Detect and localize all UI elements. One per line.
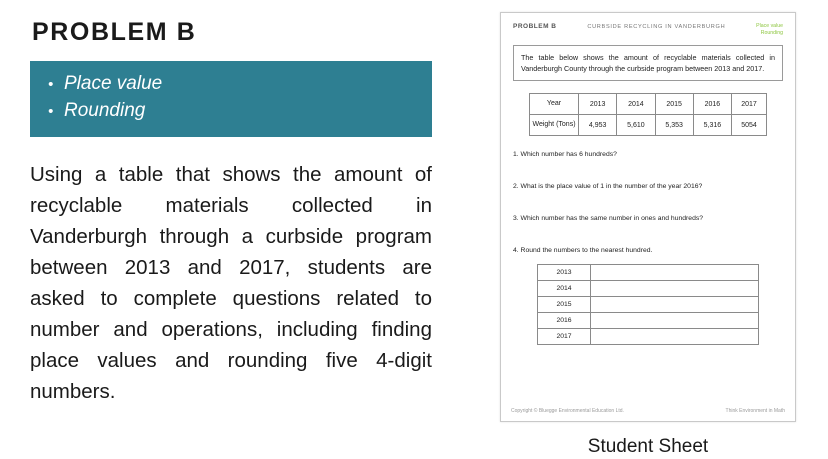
bullet-icon: • — [48, 76, 54, 93]
table-cell: 5,353 — [655, 115, 693, 136]
table-row-header: Year — [530, 94, 579, 115]
worksheet-intro-box: The table below shows the amount of recyclable materials collected in Vanderburgh County through the curbside program between 2013 and 2017. — [513, 45, 783, 81]
topic-band — [30, 61, 432, 137]
topic-list-item — [30, 71, 432, 98]
page-title: PROBLEM B — [32, 18, 197, 46]
table-cell: 2015 — [655, 94, 693, 115]
worksheet-topic-tag: Rounding — [760, 30, 783, 36]
copyright-text: Copyright © Bluegge Environmental Education Ltd. — [511, 408, 624, 414]
answer-year-label: 2014 — [538, 281, 591, 297]
worksheet-header — [513, 23, 783, 37]
answer-year-label: 2016 — [538, 313, 591, 329]
worksheet-topic-tag: Place value — [756, 23, 783, 29]
topic-label: Rounding — [64, 100, 146, 121]
worksheet-footer — [511, 408, 785, 414]
recycling-data-table — [529, 93, 767, 136]
sheet-caption: Student Sheet — [587, 436, 709, 457]
worksheet-problem-label: PROBLEM B — [513, 23, 557, 30]
slide-left-column — [30, 18, 440, 428]
worksheet-question: 3. Which number has the same number in ones and hundreds? — [513, 215, 704, 222]
answer-blank-cell[interactable] — [591, 313, 759, 329]
table-row — [538, 265, 759, 281]
bullet-icon: • — [48, 103, 54, 120]
table-cell: 2017 — [732, 94, 767, 115]
answer-year-label: 2013 — [538, 265, 591, 281]
rounding-answer-table — [537, 264, 759, 345]
worksheet-question: 2. What is the place value of 1 in the number of the year 2016? — [513, 183, 703, 190]
table-row — [538, 297, 759, 313]
topic-list-item — [30, 98, 432, 125]
table-cell: 2016 — [693, 94, 731, 115]
answer-blank-cell[interactable] — [591, 329, 759, 345]
table-row-header: Weight (Tons) — [530, 115, 579, 136]
table-cell: 2013 — [579, 94, 617, 115]
table-row — [538, 281, 759, 297]
answer-blank-cell[interactable] — [591, 297, 759, 313]
answer-year-label: 2015 — [538, 297, 591, 313]
table-cell: 2014 — [617, 94, 655, 115]
slide-right-column — [500, 12, 800, 458]
footer-tagline: Think Environment in Math — [725, 408, 785, 414]
table-cell: 5,610 — [617, 115, 655, 136]
answer-blank-cell[interactable] — [591, 281, 759, 297]
worksheet-question: 1. Which number has 6 hundreds? — [513, 151, 617, 158]
table-cell: 4,953 — [579, 115, 617, 136]
table-row — [530, 94, 767, 115]
table-row — [530, 115, 767, 136]
worksheet-topic-tags — [756, 23, 783, 37]
table-cell: 5,316 — [693, 115, 731, 136]
table-cell: 5054 — [732, 115, 767, 136]
worksheet-question: 4. Round the numbers to the nearest hundred. — [513, 247, 653, 254]
worksheet-title: CURBSIDE RECYCLING IN VANDERBURGH — [587, 24, 726, 30]
table-row — [538, 313, 759, 329]
student-sheet-thumbnail — [500, 12, 796, 422]
topic-label: Place value — [64, 73, 163, 94]
table-row — [538, 329, 759, 345]
description-text: Using a table that shows the amount of recyclable materials collected in Vanderburgh through a curbside program between 2013 and 2017, students are asked to complete questions related to number and operations, including finding place values and rounding five 4-digit numbers. — [30, 163, 432, 403]
answer-blank-cell[interactable] — [591, 265, 759, 281]
answer-year-label: 2017 — [538, 329, 591, 345]
